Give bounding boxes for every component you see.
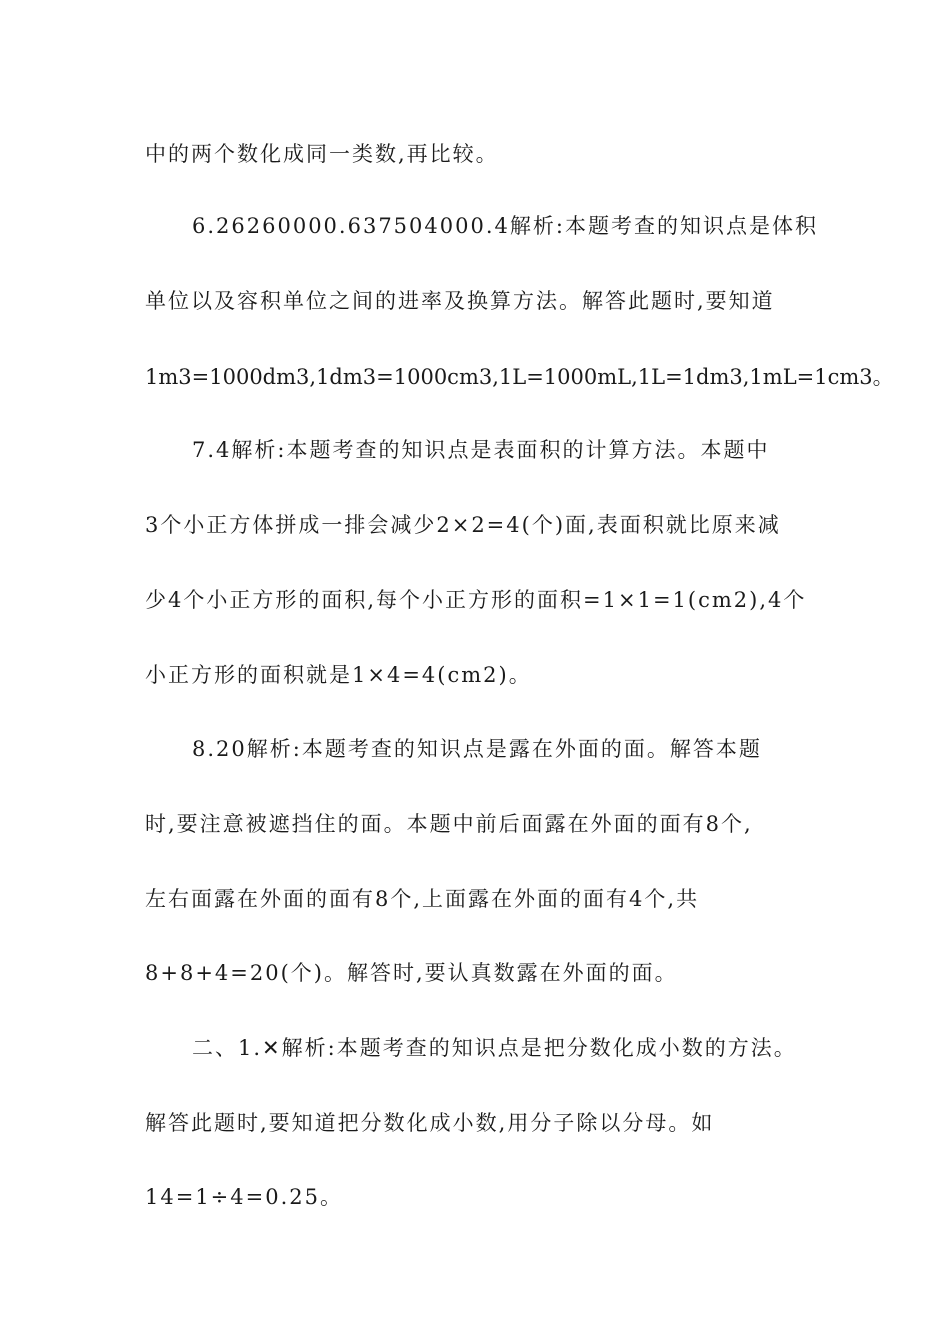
text-line: 中的两个数化成同一类数,再比较。 xyxy=(145,142,499,166)
text-line: 解答此题时,要知道把分数化成小数,用分子除以分母。如 xyxy=(145,1111,715,1135)
text-line: 14=1÷4=0.25。 xyxy=(145,1185,343,1209)
text-line: 1m3=1000dm3,1dm3=1000cm3,1L=1000mL,1L=1dm3,1mL=1cm3。 xyxy=(145,365,894,389)
text-line: 8+8+4=20(个)。解答时,要认真数露在外面的面。 xyxy=(145,961,678,985)
text-line: 6.26260000.637504000.4解析:本题考查的知识点是体积 xyxy=(192,214,818,238)
text-line: 7.4解析:本题考查的知识点是表面积的计算方法。本题中 xyxy=(192,438,770,462)
text-line: 少4个小正方形的面积,每个小正方形的面积=1×1=1(cm2),4个 xyxy=(145,588,807,612)
text-line: 小正方形的面积就是1×4=4(cm2)。 xyxy=(145,663,532,687)
text-line: 左右面露在外面的面有8个,上面露在外面的面有4个,共 xyxy=(145,887,700,911)
text-line: 时,要注意被遮挡住的面。本题中前后面露在外面的面有8个, xyxy=(145,812,753,836)
text-line: 二、1.✕解析:本题考查的知识点是把分数化成小数的方法。 xyxy=(192,1036,797,1060)
text-line: 8.20解析:本题考查的知识点是露在外面的面。解答本题 xyxy=(192,737,762,761)
text-line: 单位以及容积单位之间的进率及换算方法。解答此题时,要知道 xyxy=(145,289,775,313)
text-line: 3个小正方体拼成一排会减少2×2=4(个)面,表面积就比原来减 xyxy=(145,513,781,537)
